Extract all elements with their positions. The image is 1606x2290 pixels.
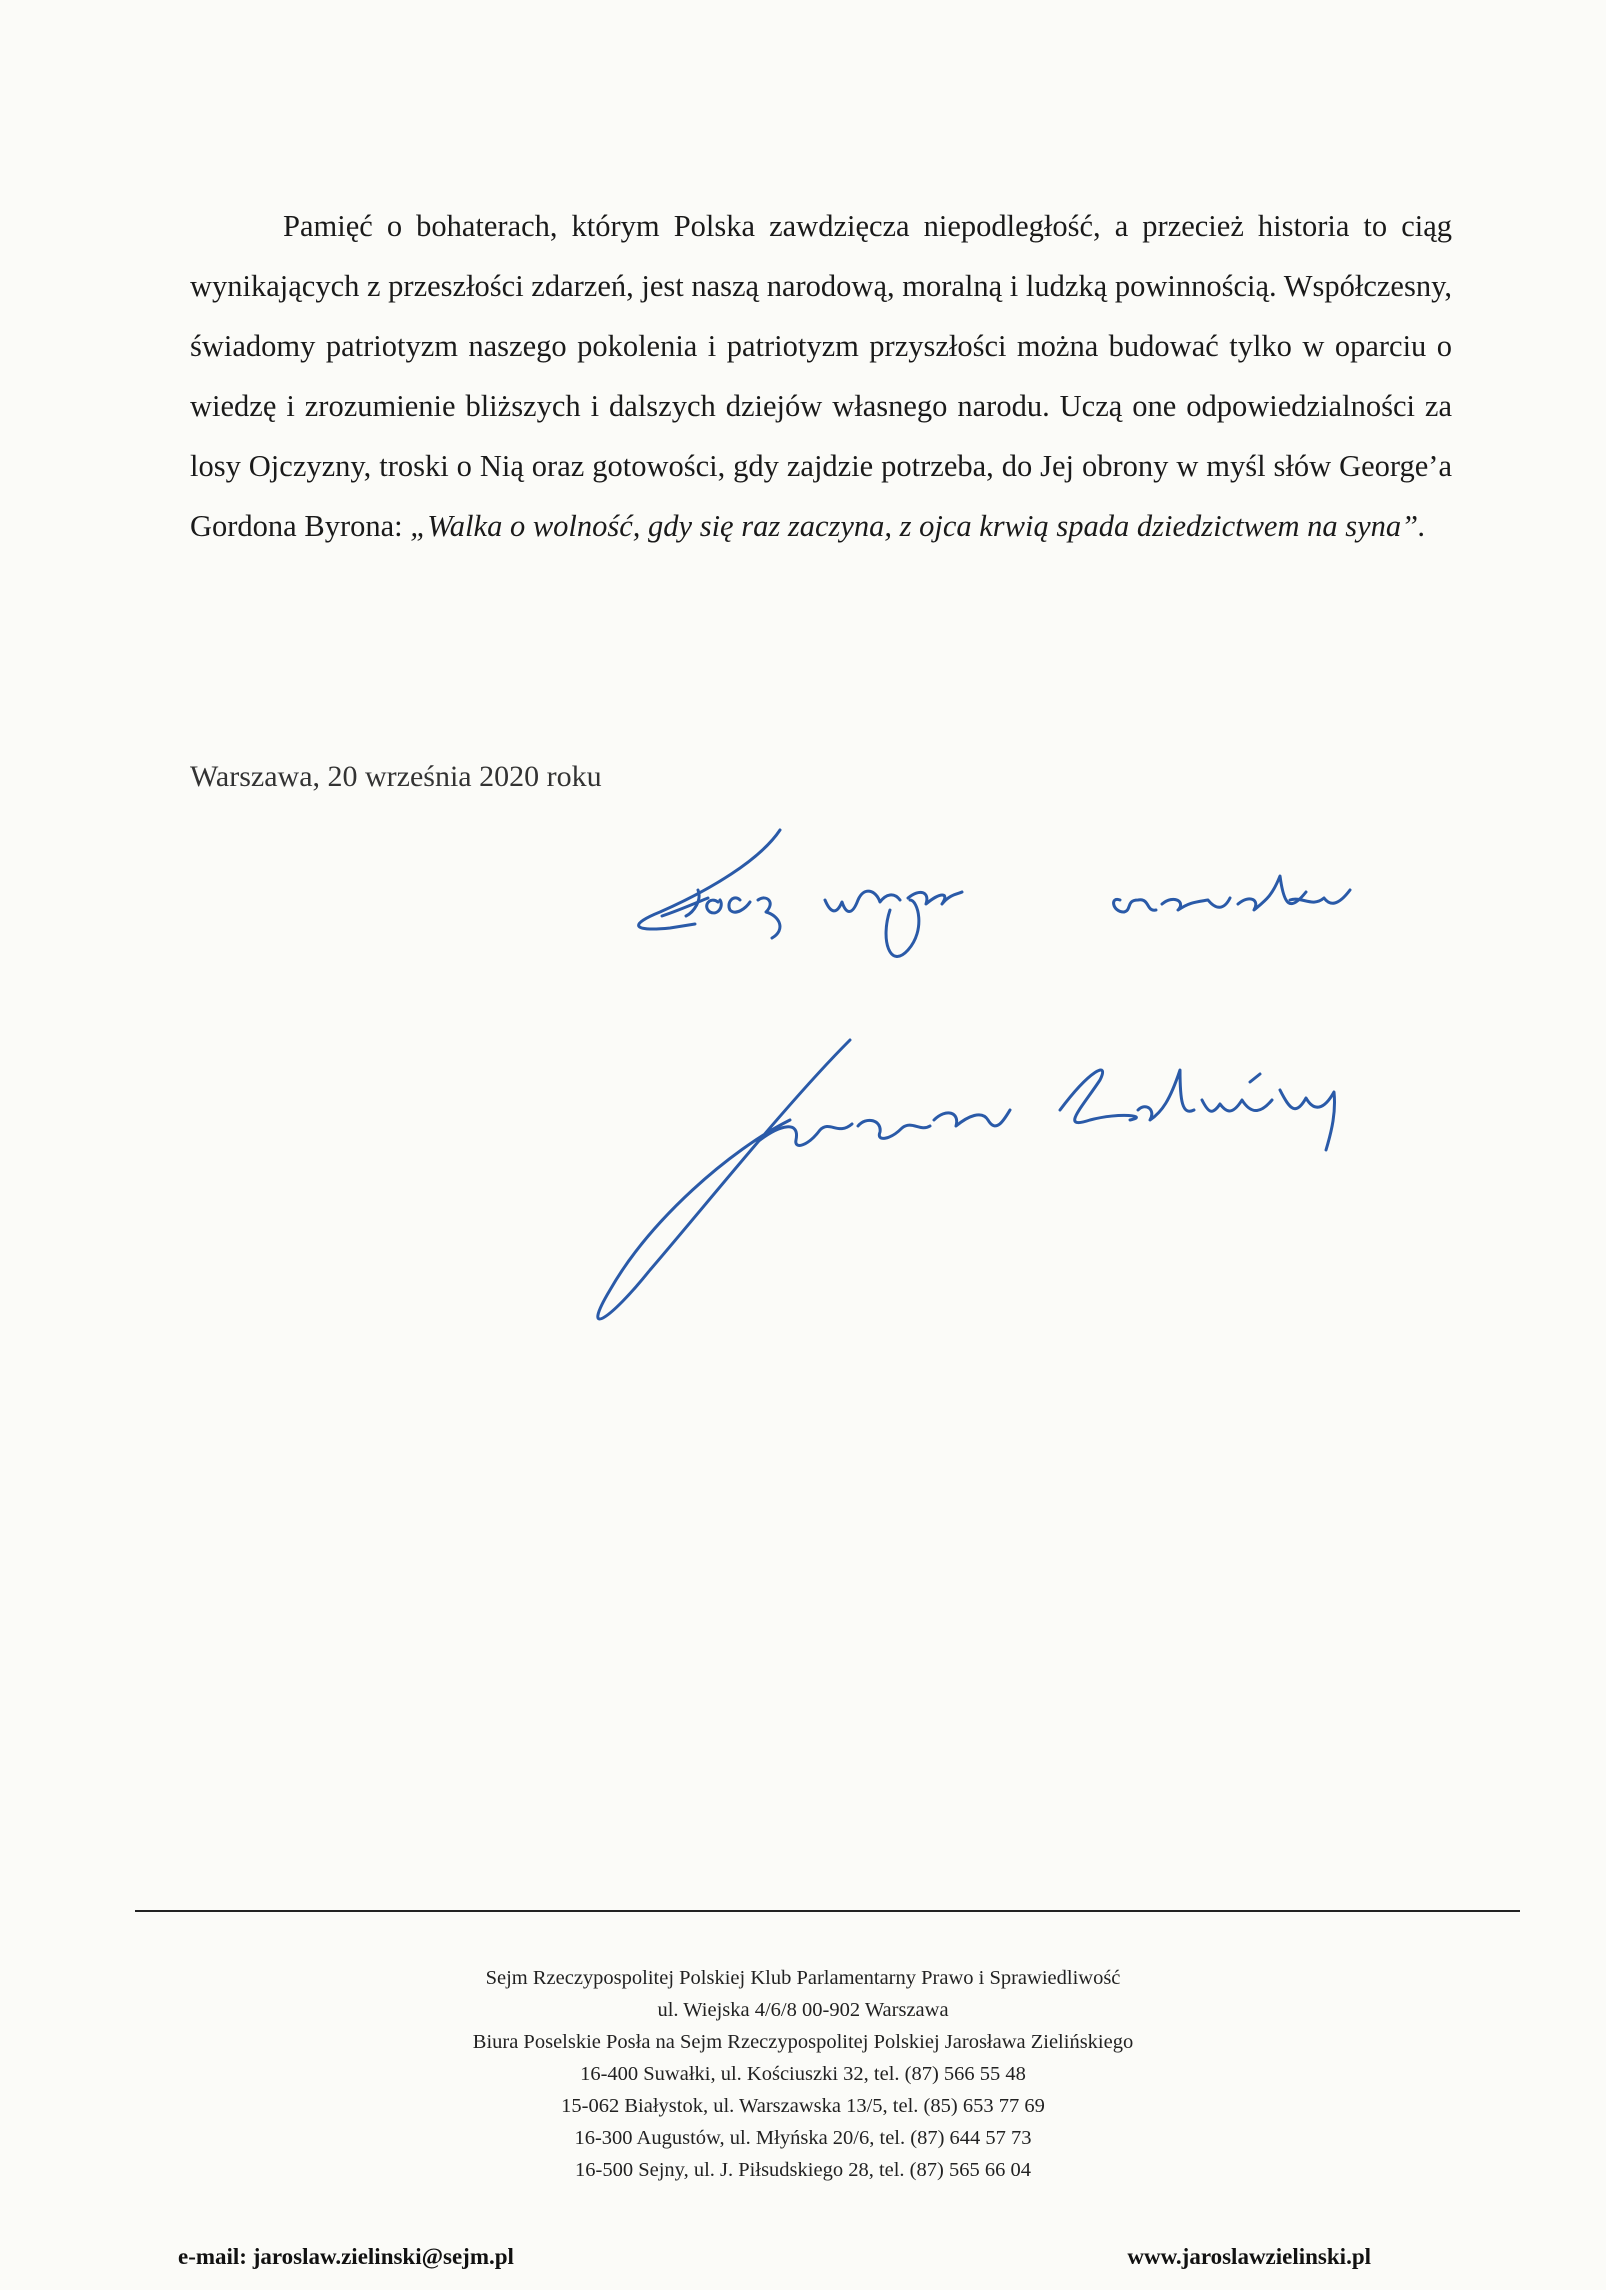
byron-quote: „Walka o wolność, gdy się raz zaczyna, z ojca krwią spada dziedzictwem na syna”. <box>410 509 1426 543</box>
handwritten-signature <box>590 820 1370 1340</box>
footer-address-block <box>0 1962 1606 2186</box>
footer-line-5: 15-062 Białystok, ul. Warszawska 13/5, tel. (85) 653 77 69 <box>561 2095 1045 2117</box>
letter-body-text: Pamięć o bohaterach, którym Polska zawdzięcza niepodległość, a przecież historia to ciąg wynikających z przeszłości zdarzeń, jest naszą narodową, moralną i ludzką powinnością. Współczesny, świadomy patriotyzm naszego pokolenia i patriotyzm przyszłości można budować tylko w oparciu o wiedzę i zrozumienie bliższych i dalszych dziejów własnego narodu. Uczą one odpowiedzialności za losy Ojczyzny, troski o Nią oraz gotowości, gdy zajdzie potrzeba, do Jej obrony w myśl słów George’a Gordona Byrona: <box>190 209 1452 543</box>
footer-line-2: ul. Wiejska 4/6/8 00-902 Warszawa <box>657 1999 949 2021</box>
footer-line-7: 16-500 Sejny, ul. J. Piłsudskiego 28, tel. (87) 565 66 04 <box>575 2159 1031 2181</box>
footer-line-6: 16-300 Augustów, ul. Młyńska 20/6, tel. (87) 644 57 73 <box>574 2127 1032 2149</box>
footer-line-4: 16-400 Suwałki, ul. Kościuszki 32, tel. (87) 566 55 48 <box>580 2063 1026 2085</box>
footer-email[interactable]: e-mail: jaroslaw.zielinski@sejm.pl <box>178 2244 514 2269</box>
footer-divider <box>135 1910 1520 1912</box>
footer-line-1: Sejm Rzeczypospolitej Polskiej Klub Parlamentarny Prawo i Sprawiedliwość <box>485 1967 1121 1989</box>
place-and-date: Warszawa, 20 września 2020 roku <box>190 760 602 793</box>
letter-body <box>190 196 1452 556</box>
footer-line-3: Biura Poselskie Posła na Sejm Rzeczypospolitej Polskiej Jarosława Zielińskiego <box>472 2031 1134 2053</box>
footer-website[interactable]: www.jaroslawzielinski.pl <box>1127 2244 1371 2269</box>
